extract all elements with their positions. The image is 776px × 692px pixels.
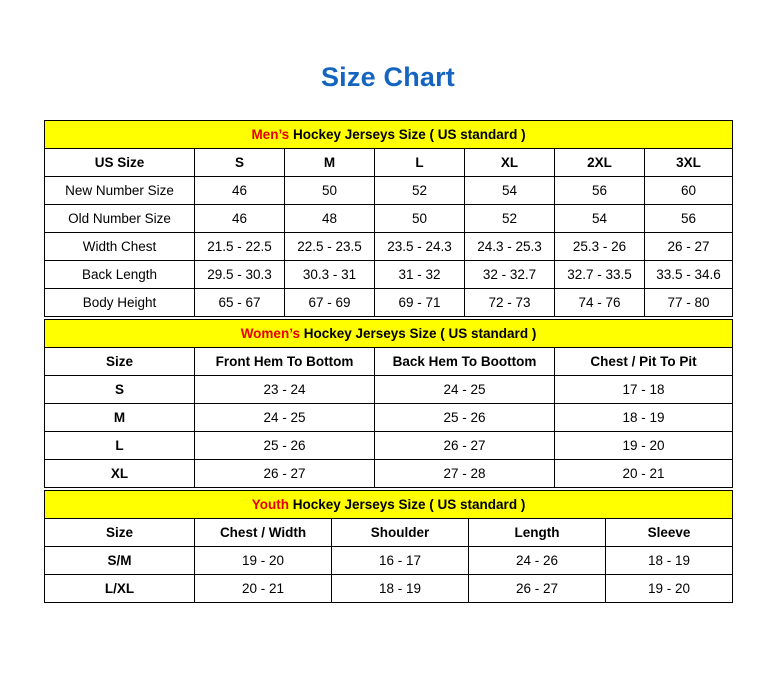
- womens-column-header-row: [45, 348, 733, 376]
- womens-row-1-value-0: 24 - 25: [195, 404, 375, 432]
- youth-section-header-cell: [45, 491, 733, 519]
- mens-col-5: 2XL: [555, 149, 645, 177]
- mens-size-table: [44, 120, 733, 317]
- womens-row-1-value-1: 25 - 26: [375, 404, 555, 432]
- womens-section-header-cell: [45, 320, 733, 348]
- womens-row-3-label: XL: [45, 460, 195, 488]
- mens-row-1-value-5: 56: [645, 205, 733, 233]
- table-row: [45, 376, 733, 404]
- table-row: [45, 432, 733, 460]
- mens-col-4: XL: [465, 149, 555, 177]
- mens-row-3-value-5: 33.5 - 34.6: [645, 261, 733, 289]
- youth-col-0: Size: [45, 519, 195, 547]
- mens-row-0-value-0: 46: [195, 177, 285, 205]
- mens-col-6: 3XL: [645, 149, 733, 177]
- womens-col-1: Front Hem To Bottom: [195, 348, 375, 376]
- mens-row-3-value-1: 30.3 - 31: [285, 261, 375, 289]
- page-title: Size Chart: [320, 62, 456, 92]
- mens-row-1-value-0: 46: [195, 205, 285, 233]
- size-tables-container: [44, 120, 732, 603]
- mens-row-2-value-5: 26 - 27: [645, 233, 733, 261]
- womens-row-0-value-0: 23 - 24: [195, 376, 375, 404]
- womens-row-3-value-1: 27 - 28: [375, 460, 555, 488]
- mens-section-header: [45, 121, 733, 149]
- womens-header-accent: Women’s: [240, 326, 300, 341]
- womens-row-0-value-2: 17 - 18: [555, 376, 733, 404]
- youth-row-0-value-2: 24 - 26: [469, 547, 606, 575]
- mens-row-1-label: Old Number Size: [45, 205, 195, 233]
- youth-column-header-row: [45, 519, 733, 547]
- womens-row-1-value-2: 18 - 19: [555, 404, 733, 432]
- mens-row-4-value-0: 65 - 67: [195, 289, 285, 317]
- mens-row-1-value-1: 48: [285, 205, 375, 233]
- womens-row-0-value-1: 24 - 25: [375, 376, 555, 404]
- mens-row-4-value-2: 69 - 71: [375, 289, 465, 317]
- mens-column-header-row: [45, 149, 733, 177]
- youth-size-table: [44, 490, 733, 603]
- mens-col-1: S: [195, 149, 285, 177]
- youth-row-0-value-0: 19 - 20: [195, 547, 332, 575]
- mens-col-0: US Size: [45, 149, 195, 177]
- youth-header-accent: Youth: [251, 497, 289, 512]
- mens-row-4-value-5: 77 - 80: [645, 289, 733, 317]
- mens-row-4-value-3: 72 - 73: [465, 289, 555, 317]
- mens-row-3-value-4: 32.7 - 33.5: [555, 261, 645, 289]
- mens-row-0-value-3: 54: [465, 177, 555, 205]
- womens-col-0: Size: [45, 348, 195, 376]
- youth-row-0-value-1: 16 - 17: [332, 547, 469, 575]
- womens-col-2: Back Hem To Boottom: [375, 348, 555, 376]
- womens-row-2-value-1: 26 - 27: [375, 432, 555, 460]
- table-row: [45, 460, 733, 488]
- mens-row-4-value-1: 67 - 69: [285, 289, 375, 317]
- youth-section-header: [45, 491, 733, 519]
- table-row: [45, 575, 733, 603]
- youth-row-1-value-3: 19 - 20: [606, 575, 733, 603]
- youth-col-1: Chest / Width: [195, 519, 332, 547]
- mens-section-header-cell: [45, 121, 733, 149]
- mens-row-2-value-0: 21.5 - 22.5: [195, 233, 285, 261]
- mens-row-1-value-4: 54: [555, 205, 645, 233]
- mens-row-4-label: Body Height: [45, 289, 195, 317]
- mens-col-3: L: [375, 149, 465, 177]
- table-row: [45, 547, 733, 575]
- youth-row-1-value-0: 20 - 21: [195, 575, 332, 603]
- youth-row-1-value-2: 26 - 27: [469, 575, 606, 603]
- mens-row-0-label: New Number Size: [45, 177, 195, 205]
- mens-row-0-value-1: 50: [285, 177, 375, 205]
- mens-row-0-value-4: 56: [555, 177, 645, 205]
- mens-col-2: M: [285, 149, 375, 177]
- womens-row-0-label: S: [45, 376, 195, 404]
- table-row: [45, 177, 733, 205]
- mens-row-3-value-3: 32 - 32.7: [465, 261, 555, 289]
- womens-col-3: Chest / Pit To Pit: [555, 348, 733, 376]
- youth-col-2: Shoulder: [332, 519, 469, 547]
- youth-col-4: Sleeve: [606, 519, 733, 547]
- womens-size-table: [44, 319, 733, 488]
- table-row: [45, 233, 733, 261]
- mens-row-2-value-4: 25.3 - 26: [555, 233, 645, 261]
- table-row: [45, 404, 733, 432]
- mens-row-2-value-2: 23.5 - 24.3: [375, 233, 465, 261]
- youth-row-1-value-1: 18 - 19: [332, 575, 469, 603]
- mens-row-2-value-3: 24.3 - 25.3: [465, 233, 555, 261]
- mens-header-accent: Men’s: [251, 127, 290, 142]
- womens-row-2-value-2: 19 - 20: [555, 432, 733, 460]
- mens-row-3-value-0: 29.5 - 30.3: [195, 261, 285, 289]
- youth-row-1-label: L/XL: [45, 575, 195, 603]
- youth-row-0-label: S/M: [45, 547, 195, 575]
- mens-row-2-value-1: 22.5 - 23.5: [285, 233, 375, 261]
- mens-row-1-value-3: 52: [465, 205, 555, 233]
- womens-row-3-value-2: 20 - 21: [555, 460, 733, 488]
- mens-header-rest: Hockey Jerseys Size ( US standard ): [289, 127, 526, 142]
- table-row: [45, 205, 733, 233]
- youth-header-rest: Hockey Jerseys Size ( US standard ): [288, 497, 526, 512]
- womens-section-header: [45, 320, 733, 348]
- mens-row-0-value-2: 52: [375, 177, 465, 205]
- youth-row-0-value-3: 18 - 19: [606, 547, 733, 575]
- mens-row-2-label: Width Chest: [45, 233, 195, 261]
- mens-row-3-label: Back Length: [45, 261, 195, 289]
- mens-row-0-value-5: 60: [645, 177, 733, 205]
- youth-col-3: Length: [469, 519, 606, 547]
- womens-row-2-label: L: [45, 432, 195, 460]
- womens-row-3-value-0: 26 - 27: [195, 460, 375, 488]
- womens-row-1-label: M: [45, 404, 195, 432]
- womens-row-2-value-0: 25 - 26: [195, 432, 375, 460]
- mens-row-1-value-2: 50: [375, 205, 465, 233]
- womens-header-rest: Hockey Jerseys Size ( US standard ): [299, 326, 537, 341]
- mens-row-4-value-4: 74 - 76: [555, 289, 645, 317]
- mens-row-3-value-2: 31 - 32: [375, 261, 465, 289]
- table-row: [45, 289, 733, 317]
- table-row: [45, 261, 733, 289]
